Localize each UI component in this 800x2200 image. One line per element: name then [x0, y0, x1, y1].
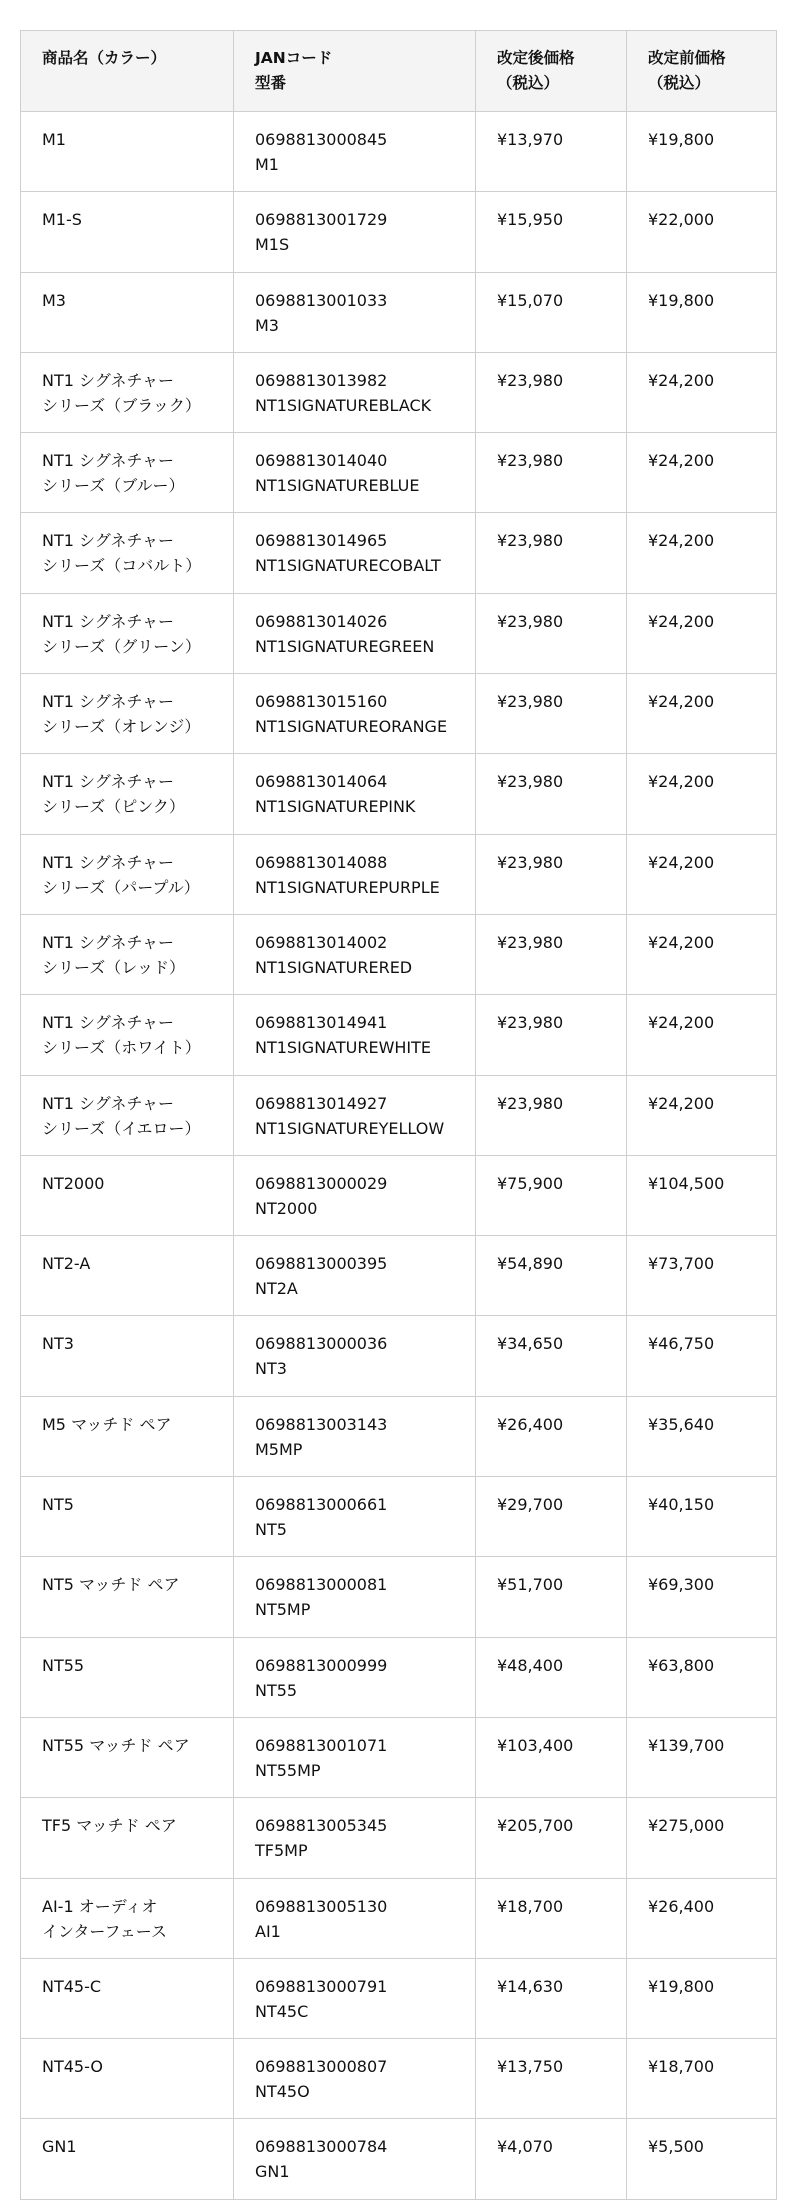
table-row — [21, 112, 777, 192]
jan-code: 0698813000784 — [255, 2137, 388, 2157]
model-number: NT55 — [255, 1680, 298, 1700]
product-name-cell — [21, 1878, 234, 1958]
product-name: NT2-A — [42, 1254, 91, 1274]
model-number: NT1SIGNATUREPURPLE — [255, 877, 440, 897]
jan-model-cell — [234, 1316, 476, 1396]
jan-model-cell — [234, 272, 476, 352]
model-number: NT1SIGNATUREGREEN — [255, 636, 435, 656]
product-name-cell — [21, 1477, 234, 1557]
jan-model-cell — [234, 1798, 476, 1878]
new-price-cell: ¥15,950 — [476, 192, 627, 272]
old-price-cell: ¥5,500 — [627, 2119, 777, 2199]
jan-code: 0698813000999 — [255, 1655, 388, 1675]
old-price-cell: ¥24,200 — [627, 513, 777, 593]
product-name: シリーズ（イエロー） — [42, 1118, 201, 1138]
header-product-name-line: 商品名（カラー） — [42, 49, 167, 67]
product-name: NT1 シグネチャー — [42, 611, 175, 631]
model-number: NT5 — [255, 1520, 287, 1540]
header-old-price-line: 改定前価格 — [648, 49, 726, 67]
header-new-price-line: 改定後価格 — [497, 49, 575, 67]
jan-model-cell — [234, 2039, 476, 2119]
jan-code: 0698813014965 — [255, 531, 388, 551]
product-name-cell — [21, 1637, 234, 1717]
new-price-cell: ¥26,400 — [476, 1396, 627, 1476]
product-name: シリーズ（ブラック） — [42, 395, 201, 415]
new-price-cell: ¥13,970 — [476, 112, 627, 192]
jan-model-cell — [234, 1717, 476, 1797]
new-price-cell: ¥48,400 — [476, 1637, 627, 1717]
model-number: GN1 — [255, 2162, 290, 2182]
table-row — [21, 1958, 777, 2038]
old-price-cell: ¥275,000 — [627, 1798, 777, 1878]
model-number: NT3 — [255, 1359, 287, 1379]
product-name: NT55 — [42, 1655, 85, 1675]
product-name: シリーズ（ピンク） — [42, 797, 185, 817]
jan-model-cell — [234, 1958, 476, 2038]
product-name-cell — [21, 1798, 234, 1878]
product-name: NT2000 — [42, 1173, 105, 1193]
old-price-cell: ¥46,750 — [627, 1316, 777, 1396]
old-price-cell: ¥24,200 — [627, 433, 777, 513]
jan-code: 0698813000791 — [255, 1976, 388, 1996]
old-price-cell: ¥139,700 — [627, 1717, 777, 1797]
jan-model-cell — [234, 433, 476, 513]
price-revision-table — [20, 30, 777, 2200]
product-name: NT1 シグネチャー — [42, 1093, 175, 1113]
new-price-cell: ¥23,980 — [476, 352, 627, 432]
jan-code: 0698813014064 — [255, 772, 388, 792]
model-number: NT1SIGNATUREBLUE — [255, 476, 420, 496]
old-price-cell: ¥69,300 — [627, 1557, 777, 1637]
product-name: NT55 マッチド ペア — [42, 1735, 190, 1755]
old-price-cell: ¥22,000 — [627, 192, 777, 272]
old-price-cell: ¥24,200 — [627, 674, 777, 754]
jan-model-cell — [234, 112, 476, 192]
product-name-cell — [21, 754, 234, 834]
product-name-cell — [21, 834, 234, 914]
model-number: AI1 — [255, 1921, 281, 1941]
new-price-cell: ¥23,980 — [476, 593, 627, 673]
product-name: NT1 シグネチャー — [42, 1013, 175, 1033]
jan-model-cell — [234, 1075, 476, 1155]
model-number: NT5MP — [255, 1600, 311, 1620]
old-price-cell: ¥73,700 — [627, 1236, 777, 1316]
old-price-cell: ¥40,150 — [627, 1477, 777, 1557]
new-price-cell: ¥23,980 — [476, 674, 627, 754]
jan-code: 0698813001033 — [255, 290, 388, 310]
old-price-cell: ¥35,640 — [627, 1396, 777, 1476]
product-name-cell — [21, 352, 234, 432]
model-number: NT1SIGNATUREPINK — [255, 797, 416, 817]
table-row — [21, 593, 777, 673]
old-price-cell: ¥104,500 — [627, 1155, 777, 1235]
product-name-cell — [21, 192, 234, 272]
product-name-cell — [21, 513, 234, 593]
jan-model-cell — [234, 1878, 476, 1958]
jan-code: 0698813001729 — [255, 210, 388, 230]
jan-model-cell — [234, 995, 476, 1075]
jan-model-cell — [234, 834, 476, 914]
old-price-cell: ¥24,200 — [627, 593, 777, 673]
table-row — [21, 1557, 777, 1637]
product-name: M1-S — [42, 210, 82, 230]
product-name-cell — [21, 593, 234, 673]
old-price-cell: ¥19,800 — [627, 112, 777, 192]
model-number: M1S — [255, 235, 290, 255]
product-name: インターフェース — [42, 1921, 167, 1941]
table-row — [21, 1477, 777, 1557]
product-name: NT5 — [42, 1495, 74, 1515]
product-name: シリーズ（コバルト） — [42, 556, 202, 576]
jan-code: 0698813015160 — [255, 692, 388, 712]
product-name: NT1 シグネチャー — [42, 692, 175, 712]
old-price-cell: ¥24,200 — [627, 352, 777, 432]
model-number: NT45C — [255, 2001, 309, 2021]
header-new-price — [476, 31, 627, 112]
model-number: NT45O — [255, 2082, 310, 2102]
jan-code: 0698813014941 — [255, 1013, 388, 1033]
product-name-cell — [21, 1396, 234, 1476]
model-number: NT1SIGNATURERED — [255, 957, 413, 977]
jan-model-cell — [234, 2119, 476, 2199]
old-price-cell: ¥24,200 — [627, 995, 777, 1075]
jan-code: 0698813005345 — [255, 1816, 388, 1836]
header-old-price — [627, 31, 777, 112]
jan-code: 0698813014040 — [255, 451, 388, 471]
jan-model-cell — [234, 352, 476, 432]
header-row — [21, 31, 777, 112]
product-name-cell — [21, 1236, 234, 1316]
old-price-cell: ¥24,200 — [627, 914, 777, 994]
model-number: M5MP — [255, 1439, 303, 1459]
table-row — [21, 2039, 777, 2119]
table-row — [21, 1396, 777, 1476]
table-row — [21, 272, 777, 352]
jan-model-cell — [234, 1155, 476, 1235]
jan-model-cell — [234, 1396, 476, 1476]
table-body — [21, 112, 777, 2200]
product-name-cell — [21, 272, 234, 352]
jan-model-cell — [234, 914, 476, 994]
jan-model-cell — [234, 1236, 476, 1316]
new-price-cell: ¥23,980 — [476, 513, 627, 593]
table-row — [21, 1717, 777, 1797]
model-number: M1 — [255, 155, 279, 174]
jan-model-cell — [234, 513, 476, 593]
new-price-cell: ¥54,890 — [476, 1236, 627, 1316]
product-name: シリーズ（パープル） — [42, 877, 200, 897]
old-price-cell: ¥18,700 — [627, 2039, 777, 2119]
model-number: NT1SIGNATURECOBALT — [255, 556, 441, 576]
model-number: NT2000 — [255, 1198, 318, 1218]
table-row — [21, 834, 777, 914]
product-name: シリーズ（ホワイト） — [42, 1038, 201, 1058]
new-price-cell: ¥18,700 — [476, 1878, 627, 1958]
header-jan-model — [234, 31, 476, 112]
table-row — [21, 1075, 777, 1155]
new-price-cell: ¥34,650 — [476, 1316, 627, 1396]
table-row — [21, 352, 777, 432]
new-price-cell: ¥23,980 — [476, 995, 627, 1075]
jan-code: 0698813001071 — [255, 1735, 388, 1755]
model-number: NT1SIGNATUREWHITE — [255, 1038, 432, 1058]
jan-code: 0698813000845 — [255, 130, 388, 149]
new-price-cell: ¥13,750 — [476, 2039, 627, 2119]
jan-model-cell — [234, 1637, 476, 1717]
product-name: NT3 — [42, 1334, 74, 1354]
model-number: TF5MP — [255, 1841, 308, 1861]
jan-model-cell — [234, 1557, 476, 1637]
header-new-price-line: （税込） — [497, 74, 560, 92]
table-row — [21, 1155, 777, 1235]
product-name-cell — [21, 1155, 234, 1235]
model-number: NT1SIGNATUREYELLOW — [255, 1118, 445, 1138]
product-name: M3 — [42, 290, 66, 310]
product-name-cell — [21, 674, 234, 754]
jan-code: 0698813000036 — [255, 1334, 388, 1354]
table-row — [21, 192, 777, 272]
table-row — [21, 2119, 777, 2199]
product-name: TF5 マッチド ペア — [42, 1816, 177, 1836]
product-name: M5 マッチド ペア — [42, 1414, 172, 1434]
table-row — [21, 1878, 777, 1958]
product-name-cell — [21, 433, 234, 513]
jan-code: 0698813014088 — [255, 852, 388, 872]
model-number: M3 — [255, 315, 279, 335]
product-name: AI-1 オーディオ — [42, 1896, 158, 1916]
new-price-cell: ¥23,980 — [476, 914, 627, 994]
old-price-cell: ¥24,200 — [627, 1075, 777, 1155]
new-price-cell: ¥15,070 — [476, 272, 627, 352]
product-name: NT45-C — [42, 1976, 102, 1996]
old-price-cell: ¥19,800 — [627, 1958, 777, 2038]
model-number: NT55MP — [255, 1760, 321, 1780]
product-name-cell — [21, 1316, 234, 1396]
table-row — [21, 754, 777, 834]
header-product-name — [21, 31, 234, 112]
product-name: シリーズ（グリーン） — [42, 636, 201, 656]
product-name-cell — [21, 1557, 234, 1637]
jan-code: 0698813014927 — [255, 1093, 388, 1113]
product-name: M1 — [42, 130, 66, 149]
header-old-price-line: （税込） — [648, 74, 711, 92]
table-row — [21, 513, 777, 593]
old-price-cell: ¥26,400 — [627, 1878, 777, 1958]
product-name: NT5 マッチド ペア — [42, 1575, 180, 1595]
model-number: NT1SIGNATUREORANGE — [255, 717, 448, 737]
product-name: NT1 シグネチャー — [42, 531, 175, 551]
product-name-cell — [21, 2119, 234, 2199]
product-name: シリーズ（オレンジ） — [42, 717, 201, 737]
new-price-cell: ¥51,700 — [476, 1557, 627, 1637]
jan-code: 0698813005130 — [255, 1896, 388, 1916]
jan-code: 0698813003143 — [255, 1414, 388, 1434]
new-price-cell: ¥14,630 — [476, 1958, 627, 2038]
product-name-cell — [21, 112, 234, 192]
jan-code: 0698813000661 — [255, 1495, 388, 1515]
new-price-cell: ¥4,070 — [476, 2119, 627, 2199]
new-price-cell: ¥205,700 — [476, 1798, 627, 1878]
jan-model-cell — [234, 674, 476, 754]
product-name: NT1 シグネチャー — [42, 852, 175, 872]
product-name-cell — [21, 1958, 234, 2038]
new-price-cell: ¥23,980 — [476, 433, 627, 513]
jan-code: 0698813000081 — [255, 1575, 388, 1595]
old-price-cell: ¥24,200 — [627, 834, 777, 914]
product-name: シリーズ（レッド） — [42, 957, 186, 977]
product-name-cell — [21, 995, 234, 1075]
product-name: NT45-O — [42, 2057, 103, 2077]
new-price-cell: ¥75,900 — [476, 1155, 627, 1235]
jan-code: 0698813000807 — [255, 2057, 388, 2077]
product-name: NT1 シグネチャー — [42, 932, 175, 952]
price-revision-table-container — [20, 30, 776, 2200]
table-row — [21, 1637, 777, 1717]
header-jan-model-line: 型番 — [255, 74, 287, 92]
table-header — [21, 31, 777, 112]
jan-model-cell — [234, 593, 476, 673]
model-number: NT1SIGNATUREBLACK — [255, 395, 432, 415]
new-price-cell: ¥23,980 — [476, 1075, 627, 1155]
jan-code: 0698813014002 — [255, 932, 388, 952]
table-row — [21, 1236, 777, 1316]
product-name: NT1 シグネチャー — [42, 370, 175, 390]
header-jan-model-line: JANコード — [255, 49, 333, 67]
product-name-cell — [21, 914, 234, 994]
table-row — [21, 995, 777, 1075]
new-price-cell: ¥23,980 — [476, 834, 627, 914]
model-number: NT2A — [255, 1279, 298, 1299]
product-name: GN1 — [42, 2137, 77, 2157]
jan-code: 0698813014026 — [255, 611, 388, 631]
table-row — [21, 1316, 777, 1396]
jan-model-cell — [234, 192, 476, 272]
old-price-cell: ¥19,800 — [627, 272, 777, 352]
old-price-cell: ¥63,800 — [627, 1637, 777, 1717]
jan-code: 0698813000395 — [255, 1254, 388, 1274]
table-row — [21, 914, 777, 994]
new-price-cell: ¥23,980 — [476, 754, 627, 834]
table-row — [21, 1798, 777, 1878]
new-price-cell: ¥103,400 — [476, 1717, 627, 1797]
product-name-cell — [21, 1075, 234, 1155]
jan-model-cell — [234, 754, 476, 834]
jan-code: 0698813013982 — [255, 370, 388, 390]
product-name-cell — [21, 2039, 234, 2119]
new-price-cell: ¥29,700 — [476, 1477, 627, 1557]
product-name: NT1 シグネチャー — [42, 772, 175, 792]
product-name: シリーズ（ブルー） — [42, 476, 185, 496]
table-row — [21, 433, 777, 513]
jan-model-cell — [234, 1477, 476, 1557]
old-price-cell: ¥24,200 — [627, 754, 777, 834]
product-name: NT1 シグネチャー — [42, 451, 175, 471]
jan-code: 0698813000029 — [255, 1173, 388, 1193]
table-row — [21, 674, 777, 754]
product-name-cell — [21, 1717, 234, 1797]
